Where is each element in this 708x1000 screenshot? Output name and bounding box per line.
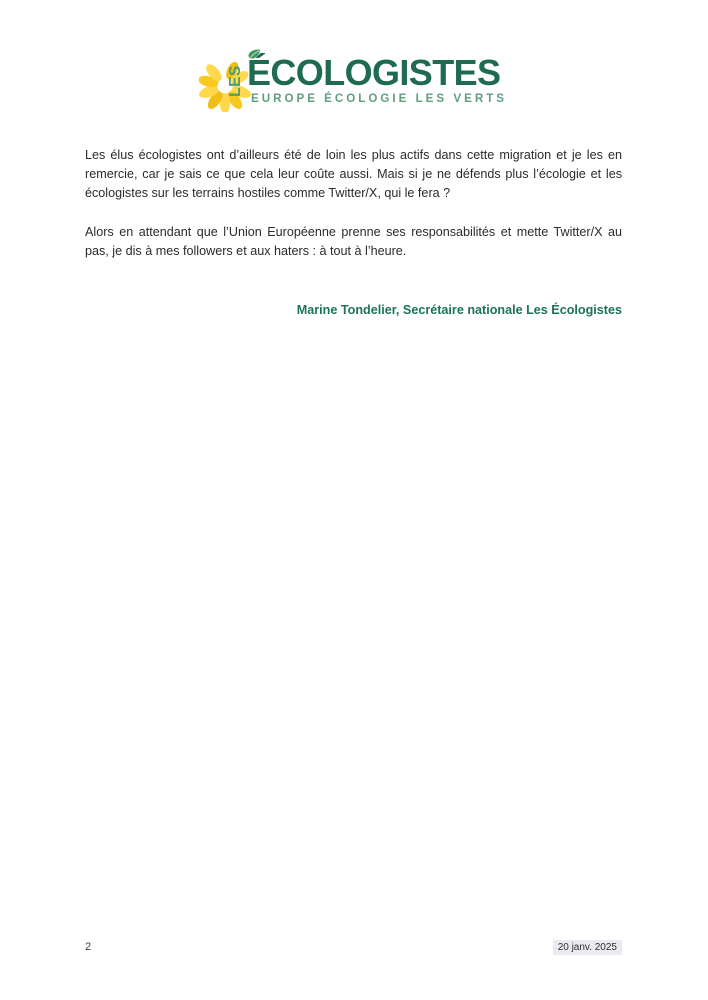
logo-les-label: LES (227, 65, 244, 97)
body-paragraph: Alors en attendant que l’Union Européenne prenne ses responsabilités et mette Twitter/X au pas, je dis à mes followers et aux haters : à tout à l’heure. (85, 224, 622, 258)
document-body (85, 146, 622, 320)
logo-main-text: ÉCOLOGISTES (247, 52, 501, 93)
footer-date-badge: 20 janv. 2025 (553, 940, 622, 955)
les-ecologistes-logo (199, 47, 509, 117)
logo-les-text (228, 61, 244, 101)
logo-subtitle: EUROPE ÉCOLOGIE LES VERTS (251, 92, 508, 105)
logo-header (0, 47, 708, 117)
page-footer (85, 938, 622, 956)
body-paragraph: Les élus écologistes ont d’ailleurs été de loin les plus actifs dans cette migration et je les en remercie, car je sais ce que cela leur coûte aussi. Mais si je ne défends plus l’écologie et les écologistes sur les terrains hostiles comme Twitter/X, qui le fera ? (85, 148, 622, 201)
page-number: 2 (85, 941, 92, 953)
signature-line: Marine Tondelier, Secrétaire nationale Les Écologistes (296, 303, 622, 318)
